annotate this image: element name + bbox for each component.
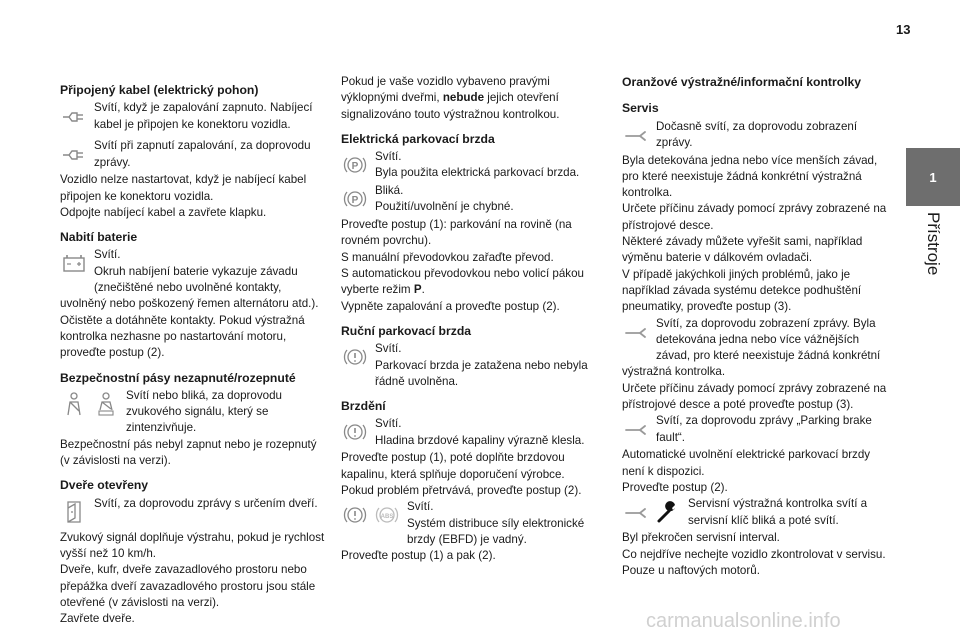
entry-epb-on bbox=[341, 149, 603, 183]
wrench-icon bbox=[622, 498, 650, 526]
chapter-number: 1 bbox=[929, 169, 937, 185]
text: Proveďte postup (2). bbox=[622, 480, 728, 494]
text: Svítí při zapnutí zapalování, za doprovodu zprávy. bbox=[94, 139, 311, 169]
text: Odpojte nabíjecí kabel a zavřete klapku. bbox=[60, 205, 267, 219]
entry-epb-blink bbox=[341, 183, 603, 217]
text: Svítí, když je zapalování zapnuto. Nabíjecí kabel je připojen ke konektoru vozidla. bbox=[94, 101, 313, 131]
section-title-braking: Brzdění bbox=[341, 399, 386, 414]
entry-service-4 bbox=[622, 496, 892, 530]
section-title-manual-parking-brake: Ruční parkovací brzda bbox=[341, 323, 472, 338]
text: Svítí. bbox=[375, 150, 402, 164]
text: Svítí, za doprovodu zprávy s určením dveří. bbox=[94, 496, 318, 510]
text: Byla detekována jedna nebo více menších závad, pro které neexistuje žádná konkrétní výstražná kontrolka. bbox=[622, 153, 878, 200]
brake-warning-icon bbox=[341, 501, 369, 529]
wrench-icon bbox=[622, 121, 650, 149]
entry-brake-fluid bbox=[341, 416, 603, 450]
text: Automatické uvolnění elektrické parkovací brzdy není k dispozici. bbox=[622, 448, 871, 478]
section-title-battery: Nabití baterie bbox=[60, 230, 138, 245]
text: Zavřete dveře. bbox=[60, 612, 135, 626]
text: Svítí nebo bliká, za doprovodu zvukového signálu, který se zintenzivňuje. bbox=[126, 388, 282, 435]
column-3 bbox=[622, 74, 892, 579]
text: Proveďte postup (1): parkování na rovině (na rovném povrchu). bbox=[341, 218, 572, 248]
text: Svítí. bbox=[375, 417, 402, 431]
entry-charging-cable-1 bbox=[60, 100, 328, 134]
text: Pouze u naftových motorů. bbox=[622, 563, 760, 577]
text: Použití/uvolnění je chybné. bbox=[375, 200, 514, 214]
text: Okruh nabíjení baterie vykazuje závadu (znečištěné nebo uvolněné kontakty, uvolněný nebo poškozený řemen alternátoru atd.). bbox=[60, 264, 319, 311]
parking-brake-icon bbox=[341, 151, 369, 179]
text: Systém distribuce síly elektronické brzdy (EBFD) je vadný. bbox=[407, 516, 585, 546]
seatbelt-icon bbox=[60, 390, 88, 418]
intro-text: Pokud je vaše vozidlo vybaveno pravými výklopnými dveřmi, nebude jejich otevření signalizováno touto výstražnou kontrolkou. bbox=[341, 75, 560, 121]
entry-doors-open bbox=[60, 496, 328, 530]
text: Svítí. bbox=[375, 342, 402, 356]
text: Svítí, za doprovodu zprávy „Parking brake fault“. bbox=[656, 414, 872, 444]
service-key-icon bbox=[654, 498, 682, 526]
text: Určete příčinu závady pomocí zprávy zobrazené na přístrojové desce. bbox=[622, 202, 887, 232]
page-number: 13 bbox=[896, 22, 911, 37]
open-door-icon bbox=[60, 498, 88, 526]
section-title-charging-cable: Připojený kabel (elektrický pohon) bbox=[60, 83, 259, 97]
brake-warning-icon bbox=[341, 418, 369, 446]
parking-brake-icon bbox=[341, 185, 369, 213]
text: Proveďte postup (1), poté doplňte brzdovou kapalinu, která splňuje doporučení výrobce. bbox=[341, 451, 565, 481]
text: Pokud problém přetrvává, proveďte postup (2). bbox=[341, 484, 582, 498]
section-title-seatbelts: Bezpečnostní pásy nezapnuté/rozepnuté bbox=[60, 370, 296, 385]
wrench-icon bbox=[622, 318, 650, 346]
entry-service-2 bbox=[622, 316, 892, 381]
text: S automatickou převodovkou nebo volicí pákou vyberte režim P. bbox=[341, 267, 584, 297]
text: Svítí. bbox=[407, 500, 434, 514]
section-title-orange-warnings: Oranžové výstražné/informační kontrolky bbox=[622, 75, 862, 89]
text: Vozidlo nelze nastartovat, když je nabíjecí kabel připojen ke konektoru vozidla. bbox=[60, 173, 307, 203]
section-title-service: Servis bbox=[622, 101, 659, 116]
text: Servisní výstražná kontrolka svítí a servisní klíč bliká a poté svítí. bbox=[688, 497, 868, 527]
text: Některé závady můžete vyřešit sami, například výměnu baterie v dálkovém ovladači. bbox=[622, 235, 863, 265]
seatbelt-rear-icon bbox=[92, 390, 120, 418]
chapter-label: Přístroje bbox=[924, 212, 943, 276]
svg-text:P: P bbox=[351, 161, 359, 173]
entry-manual-brake bbox=[341, 341, 603, 390]
text: Dveře, kufr, dveře zavazadlového prostoru nebo přepážka dveří zavazadlového prostoru jsou stále otevřené (v závislosti na verzi). bbox=[60, 563, 316, 609]
svg-text:P: P bbox=[351, 195, 359, 207]
text: Svítí. bbox=[94, 248, 121, 262]
section-title-doors-open: Dveře otevřeny bbox=[60, 478, 149, 493]
plug-cable-icon bbox=[60, 140, 88, 168]
column-2 bbox=[341, 74, 603, 565]
text: Co nejdříve nechejte vozidlo zkontrolovat v servisu. bbox=[622, 547, 886, 561]
text: V případě jakýchkoli jiných problémů, jako je například závada systému detekce podhuštění pneumatiky, proveďte postup (3). bbox=[622, 267, 862, 314]
text: Dočasně svítí, za doprovodu zobrazení zprávy. bbox=[656, 119, 858, 149]
column-1 bbox=[60, 74, 328, 627]
entry-ebfd bbox=[341, 499, 603, 548]
chapter-tab[interactable] bbox=[906, 148, 960, 206]
text: Zvukový signál doplňuje výstrahu, pokud je rychlost vyšší než 10 km/h. bbox=[60, 530, 325, 560]
wrench-icon bbox=[622, 415, 650, 443]
section-title-electric-parking-brake: Elektrická parkovací brzda bbox=[341, 131, 495, 146]
text: Vypněte zapalování a proveďte postup (2). bbox=[341, 299, 560, 313]
text: Proveďte postup (1) a pak (2). bbox=[341, 549, 496, 563]
entry-battery bbox=[60, 247, 328, 312]
text: Byl překročen servisní interval. bbox=[622, 531, 780, 545]
battery-icon bbox=[60, 249, 88, 277]
text: Parkovací brzda je zatažena nebo nebyla řádně uvolněna. bbox=[375, 358, 588, 388]
text: Bezpečnostní pás nebyl zapnut nebo je rozepnutý (v závislosti na verzi). bbox=[60, 437, 317, 468]
text: Určete příčinu závady pomocí zprávy zobrazené na přístrojové desce a poté proveďte postup (3). bbox=[622, 381, 887, 412]
text: Svítí, za doprovodu zobrazení zprávy. Byla detekována jedna nebo více vážnějších závad, pro které neexistuje žádná konkrétní výstražná kontrolka. bbox=[622, 316, 881, 379]
entry-service-1 bbox=[622, 119, 892, 153]
brake-warning-icon bbox=[341, 343, 369, 371]
watermark: carmanualsonline.info bbox=[646, 610, 841, 632]
abs-icon bbox=[373, 501, 401, 529]
text: Očistěte a dotáhněte kontakty. Pokud výstražná kontrolka nezhasne po nastartování motoru, proveďte postup (2). bbox=[60, 313, 305, 360]
svg-text:ABS: ABS bbox=[380, 514, 394, 521]
text: S manuální převodovkou zařaďte převod. bbox=[341, 250, 554, 264]
plug-cable-icon bbox=[60, 102, 88, 130]
entry-service-3 bbox=[622, 413, 892, 447]
entry-seatbelts bbox=[60, 388, 328, 437]
text: Byla použita elektrická parkovací brzda. bbox=[375, 166, 580, 180]
text: Bliká. bbox=[375, 184, 404, 198]
text: Hladina brzdové kapaliny výrazně klesla. bbox=[375, 433, 585, 447]
entry-charging-cable-2 bbox=[60, 138, 328, 172]
